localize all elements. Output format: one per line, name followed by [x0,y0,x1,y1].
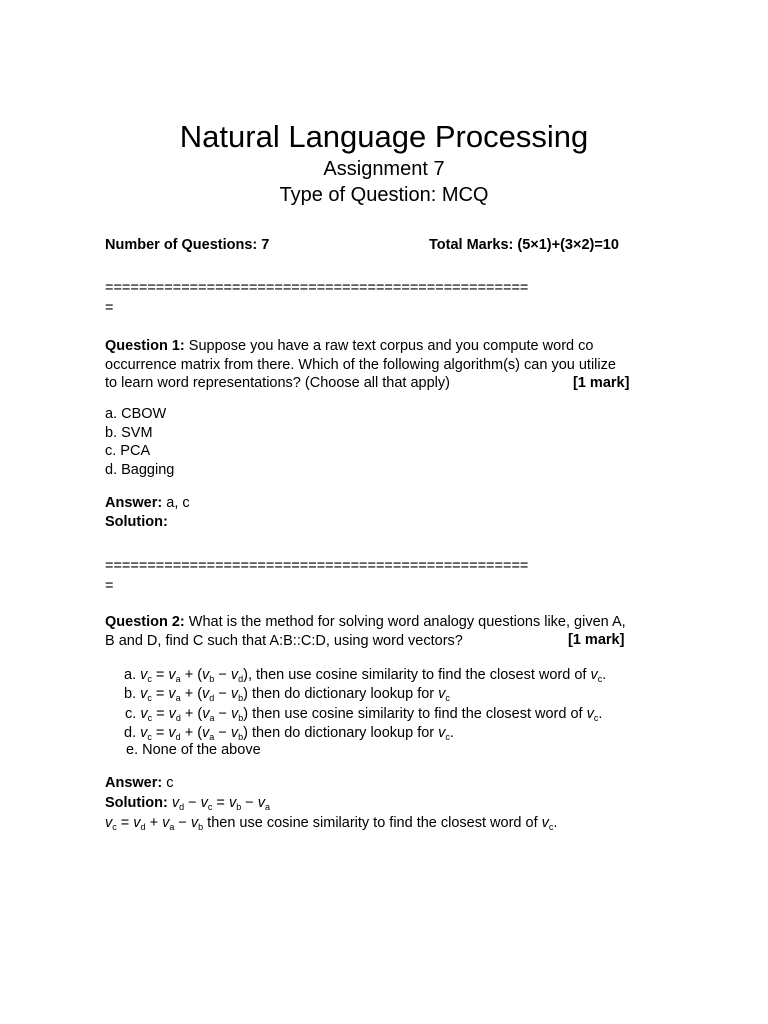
question-2-option-a: a. $v_c = v_a + (v_b - v_d)$, then use cosine similarity to find the closest word of $v_c$. [124,667,607,684]
separator-1-line: ================================================== [105,280,529,296]
question-1-option-a: a. CBOW [105,406,167,422]
question-2-option-c: c. $v_c = v_d + (v_a - v_b)$ then use cosine similarity to find the closest word of $v_c$. [125,706,603,723]
total-marks-text: Total Marks: (5×1)+(3×2)=10 [429,237,619,253]
separator-2-tail: = [105,578,114,594]
question-2-option-e: e. None of the above [126,742,261,758]
question-2-answer-label: Answer: [105,775,163,791]
question-1-options [105,405,174,479]
option-a-text: , then use cosine similarity to find the closest word of [247,667,587,683]
question-1-option-c: c. PCA [105,443,151,459]
separator-1 [105,278,665,318]
question-1-solution-label: Solution: [105,514,168,530]
question-2-option-d: d. $v_c = v_d + (v_a - v_b)$ then do dictionary lookup for $v_c$. [124,725,454,742]
number-of-questions [105,236,269,255]
question-2-answer [105,774,174,793]
option-d-letter: d. [124,725,137,741]
assignment-subtitle: Assignment 7 [323,158,445,180]
question-1-answer [105,494,190,513]
question-2-solution-formula: $v_c = v_d + v_a - v_b$ then use cosine similarity to find the closest word of $v_c$. [105,815,558,832]
total-marks [429,236,619,255]
question-2-text-1: What is the method for solving word analogy questions like, given A, [188,614,626,630]
option-b-letter: b. [124,686,137,702]
question-1-line-3: to learn word representations? (Choose all that apply) [105,375,450,391]
question-2-solution-label: Solution: [105,795,168,811]
question-2-option-b: b. $v_c = v_a + (v_d - v_b)$ then do dictionary lookup for $v_c$ [124,686,450,703]
question-2-line-2: B and D, find C such that A:B::C:D, using word vectors? [105,632,463,649]
question-2-answer-value: c [166,775,174,791]
question-2-label: Question 2: [105,614,185,630]
question-1-text-1: Suppose you have a raw text corpus and you compute word co [188,338,594,354]
question-2-line-1 [105,613,665,632]
question-2-solution: Solution: $v_d - v_c = v_b - v_a$ [105,795,270,812]
separator-1-tail: = [105,300,114,316]
question-1-line-1 [105,337,665,356]
number-of-questions-text: Number of Questions: 7 [105,237,270,253]
document-title: Natural Language Processing [179,119,589,154]
option-c-letter: c. [125,706,137,722]
option-b-text: then do dictionary lookup for [251,686,435,702]
option-a-letter: a. [124,667,137,683]
question-1-option-d: d. Bagging [105,461,175,478]
question-2-mark: [1 mark] [568,632,625,648]
question-1-solution [105,513,168,532]
option-c-text: then use cosine similarity to find the closest word of [252,706,583,722]
separator-2-line: ================================================== [105,558,529,574]
question-1-label: Question 1: [105,338,185,354]
question-1-line-2: occurrence matrix from there. Which of the following algorithm(s) can you utilize [105,356,616,373]
separator-2 [105,556,665,596]
question-type: Type of Question: MCQ [279,184,489,206]
question-1-mark: [1 mark] [573,375,630,391]
option-d-text: then do dictionary lookup for [251,725,435,741]
question-1-answer-value: a, c [166,495,190,511]
question-1-answer-label: Answer: [105,495,163,511]
question-1-option-b: b. SVM [105,424,153,441]
question-2-solution-text: then use cosine similarity to find the closest word of [207,815,538,831]
